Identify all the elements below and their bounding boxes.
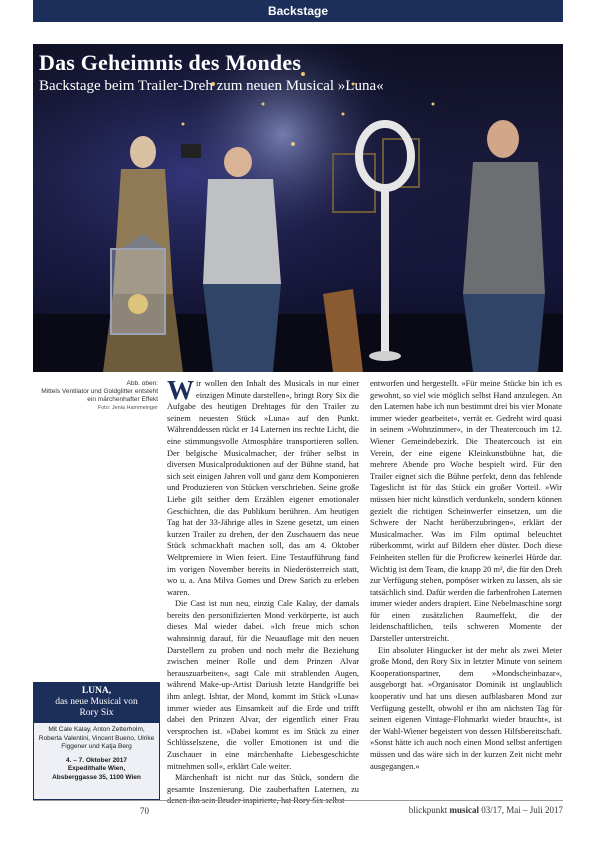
paragraph-text: ir wollen den Inhalt des Musicals in nur einer einzigen Minute darstellen«, bringt Rory Six die Aufgabe des heutigen Drehtages für den Trailer zu seinem neuesten Stück »Luna« auf den Punkt. Währenddessen rückt er 14 Laternen ins rechte Licht, die eine stimmungsvolle Atmosphäre transportieren sollen. Der belgische Musicalmacher, der früher selbst in diversen Musicalproduktionen auf der Bühne stand, hat sich seit einigen Jahren voll und ganz dem Komponieren und Produzieren von Stücken verschrieben. Seine große Liebe gilt seither dem Erzählen eigener emotionaler Geschichten, die das Publikum berühren. Am heutigen Tag hat der 33-Jährige alles in Szene gesetzt, um einen kurzen Trailer zu drehen, der den Zuschauern das neue Stück schmackhaft machen soll, das am 4. Oktober Weltpremiere in Wien feiert. Eine Testaufführung fand im vorigen November bereits in Niederösterreich statt, wo u. a. Ana Milva Gomes und Drew Sarich zu erleben waren. [167, 379, 359, 597]
magazine-prefix: blickpunkt [408, 805, 450, 815]
article-paragraph: Die Cast ist nun neu, einzig Cale Kalay, der damals bereits den personifizierten Mond verkörperte, ist auch dieses Mal wieder dabei. »Ich freue mich schon wahnsinnig darauf, für die Neuauflage mit den neuen Darstellern zu proben und noch mehr die Beziehung zwischen meiner Rolle und dem Prinzen Alvar herauszuarbeiten«, sagt Cale mit strahlenden Augen, während Make-up-Artist Dariush letzte Handgriffe bei ihm anlegt. Ishtar, der Mond, kommt im Stück »Luna« immer wieder aus Einsamkeit auf die Erde und trifft dabei den Prinzen Alvar, der eigentlich einer Frau versprochen ist. »Dabei kommt es im Stück zu einer Schlüsselszene, die voller Emotionen ist und die Zuschauer in eine märchenhafte Liebesgeschichte mitnehmen soll«, erklärt Cale weiter. [167, 599, 359, 771]
article-subtitle: Backstage beim Trailer-Dreh zum neuen Musical »Luna« [39, 78, 384, 94]
section-header [33, 0, 563, 22]
magazine-name: musical [449, 805, 479, 815]
article-paragraph: Ein absoluter Hingucker ist der mehr als zwei Meter große Mond, den Rory Six in letzter Minute von seinem Kooperationspartner, dem »Mondscheinbazar«, ausgeborgt hat. »Organisator Dominik ist unglaublich kooperativ und hat uns diesen aufblasbaren Mond zur Verfügung gestellt, obwohl er ihn am nächsten Tag für seinen eigenen Vintage-Flohmarkt wieder braucht«, ist der Wahl-Wiener begeistert von dessen Hilfsbereitschaft. »Sonst hätte ich auch noch einen Mond selbst anfertigen müssen und das wäre sich in der kurzen Zeit nicht mehr ausgegangen.« [370, 645, 562, 771]
hero-photo [33, 44, 563, 372]
page-number: 70 [140, 806, 149, 816]
info-box-date-range: 4. – 7. Oktober 2017 [65, 756, 128, 764]
caption-line: ein märchenhafter Effekt [87, 396, 158, 403]
footer-issue [409, 805, 563, 815]
photo-credit: Foto: Jenia Hammeinger [97, 405, 158, 411]
info-box-title: LUNA, [81, 686, 112, 696]
info-box-dates [34, 755, 159, 783]
article-column-1 [167, 375, 359, 807]
info-box [33, 682, 160, 800]
info-box-header [34, 683, 159, 723]
info-box-address: Absberggasse 35, 1100 Wien [52, 773, 141, 781]
footer-rule [33, 800, 563, 801]
drop-cap: W [167, 375, 194, 405]
section-label: Backstage [267, 4, 329, 18]
lantern [111, 234, 165, 334]
article-paragraph: Märchenhaft ist nicht nur das Stück, sondern die gesamte Inszenierung. Die zauberhaften Laternen, zu denen ihn sein Bruder inspirierte, hat Rory Six selbst [167, 773, 359, 806]
article-paragraph [167, 375, 359, 598]
caption-line: Mittels Ventilator und Goldglitter entsteht [41, 388, 158, 395]
caption-line: Abb. oben: [126, 380, 158, 387]
article-title: Das Geheimnis des Mondes [39, 50, 302, 75]
article-paragraph: entworfen und hergestellt. »Für meine Stücke bin ich es gewohnt, so viel wie möglich selbst Hand anzulegen. An den Laternen habe ich nun bestimmt drei bis vier Monate immer wieder gearbeitet«, verrät er. Gedreht wird quasi in seinem »Wohnzimmer«, in der Theatercouch im 12. Wiener Gemeindebezirk. Die Theatercouch ist ein Verein, der eine eigene Kleinkunstbühne hat, die mehrere Abende pro Woche bespielt wird. Für den Trailer eignet sich die Bühne perfekt, denn das fehlende Tageslicht ist für das Stück ein großer Vorteil. »Wir müssen hier nicht künstlich verdunkeln, sondern können gezielt die richtigen Scheinwerfer einsetzen, um die Schwere der Nacht herüberzubringen«, erklärt der Musicalmacher. Was im Film optimal beleuchtet rüberkommt, wirkt auf Bildern eher düster. Doch diese Feinheiten stellen für die Proficrew keinerlei Hürde dar. Wichtig ist dem Team, die knapp 20 m², die für den Dreh zur Verfügung stehen, pompöser wirken zu lassen, als sie tatsächlich sind. Dafür werden die farbenfrohen Laternen immer wieder anders drapiert. Eine Nebelmaschine sorgt für einen zusätzlichen Raumeffekt, die der leidenschaftlichen, teils schweren Momente der Darsteller unterstreicht. [370, 379, 562, 644]
info-box-cast: Mit Cale Kalay, Anton Zetterholm, Roberta Valentini, Vincent Bueno, Ulrike Figgener und Katja Berg [38, 726, 155, 750]
info-box-venue: Expedithalle Wien, [67, 765, 126, 772]
info-box-author: Rory Six [79, 708, 114, 718]
article-column-2 [370, 378, 562, 772]
issue-info: 03/17, Mai – Juli 2017 [478, 805, 563, 815]
info-box-subtitle: das neue Musical von [55, 697, 138, 707]
photo-caption [33, 380, 158, 412]
